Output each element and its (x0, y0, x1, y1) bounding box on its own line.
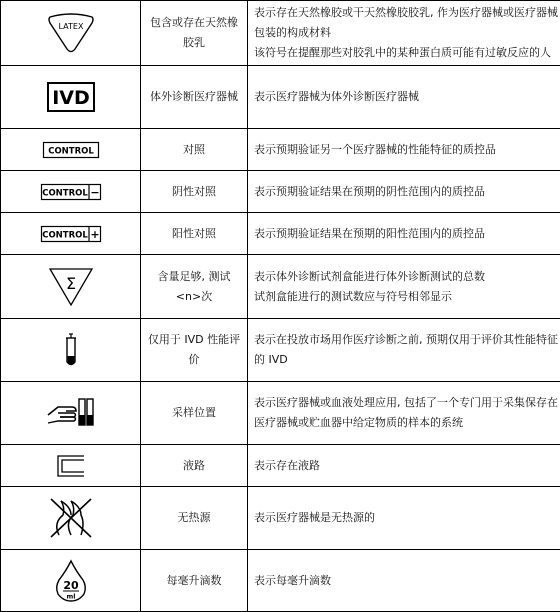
symbol-name: 采样位置 (141, 382, 248, 445)
symbol-name: 仅用于 IVD 性能评价 (141, 319, 248, 382)
latex-symbol-text: LATEX (58, 22, 83, 31)
latex-triangle-icon (46, 12, 96, 54)
symbol-name: 含量足够, 测试<n>次 (141, 255, 248, 319)
symbol-cell (1, 66, 141, 129)
symbol-name: 包含或存在天然橡胶乳 (141, 1, 248, 66)
table-row (1, 66, 560, 129)
table-row (1, 255, 560, 319)
symbol-cell (1, 382, 141, 445)
test-tube-icon (63, 332, 79, 368)
symbol-description: 表示预期验证另一个医疗器械的性能特征的质控品 (248, 129, 560, 171)
sampling-site-icon (46, 395, 96, 431)
symbol-description: 表示预期验证结果在预期的阳性范围内的质控品 (248, 213, 560, 255)
plus-symbol-text: + (90, 228, 99, 241)
symbol-description: 表示医疗器械是无热源的 (248, 487, 560, 550)
symbol-name: 体外诊断医疗器械 (141, 66, 248, 129)
table-row (1, 213, 560, 255)
table-row (1, 1, 560, 66)
control-negative-icon (41, 184, 101, 200)
symbol-description: 表示体外诊断试剂盒能进行体外诊断测试的总数 试剂盒能进行的测试数应与符号相邻显示 (248, 255, 560, 319)
symbol-cell (1, 319, 141, 382)
control-symbol-text: CONTROL (42, 230, 88, 240)
control-symbol-text: CONTROL (48, 146, 94, 156)
sigma-symbol-text: Σ (65, 274, 75, 293)
symbol-cell (1, 213, 141, 255)
table-row (1, 445, 560, 487)
control-positive-icon (41, 226, 101, 242)
symbol-cell (1, 255, 141, 319)
sigma-triangle-icon (48, 267, 94, 307)
symbol-description: 表示在投放市场用作医疗诊断之前, 预期仅用于评价其性能特征 的 IVD (248, 319, 560, 382)
control-symbol-text: CONTROL (42, 188, 88, 198)
symbol-cell (1, 550, 141, 612)
symbol-name: 每毫升滴数 (141, 550, 248, 612)
table-row (1, 171, 560, 213)
symbol-cell (1, 487, 141, 550)
symbol-description: 表示预期验证结果在预期的阴性范围内的质控品 (248, 171, 560, 213)
symbol-description: 表示每毫升滴数 (248, 550, 560, 612)
symbol-name: 阴性对照 (141, 171, 248, 213)
control-box-icon (43, 142, 99, 158)
symbol-name: 对照 (141, 129, 248, 171)
symbol-name: 阳性对照 (141, 213, 248, 255)
table-row (1, 129, 560, 171)
non-pyrogenic-icon (49, 497, 93, 539)
minus-symbol-text: − (90, 186, 99, 199)
drops-unit-text: ml (66, 592, 75, 600)
table-row (1, 382, 560, 445)
symbol-description: 表示医疗器械或血液处理应用, 包括了一个专门用于采集保存在 医疗器械或贮血器中给定物质的样本的系统 (248, 382, 560, 445)
symbol-cell (1, 445, 141, 487)
fluid-path-icon (56, 454, 86, 478)
symbol-name: 液路 (141, 445, 248, 487)
symbol-cell (1, 1, 141, 66)
symbol-cell (1, 129, 141, 171)
ivd-symbol-text: IVD (52, 87, 90, 109)
drops-per-ml-icon (54, 559, 88, 603)
symbol-cell (1, 171, 141, 213)
table-row (1, 487, 560, 550)
symbol-description: 表示医疗器械为体外诊断医疗器械 (248, 66, 560, 129)
symbol-description: 表示存在液路 (248, 445, 560, 487)
drops-count-text: 20 (63, 579, 79, 592)
ivd-box-icon (47, 82, 95, 112)
symbol-name: 无热源 (141, 487, 248, 550)
table-row (1, 550, 560, 612)
symbol-description: 表示存在天然橡胶或干天然橡胶胶乳, 作为医疗器械或医疗器械 包装的构成材料 该符号在提醒那些对胶乳中的某种蛋白质可能有过敏反应的人 (248, 1, 560, 66)
table-row (1, 319, 560, 382)
